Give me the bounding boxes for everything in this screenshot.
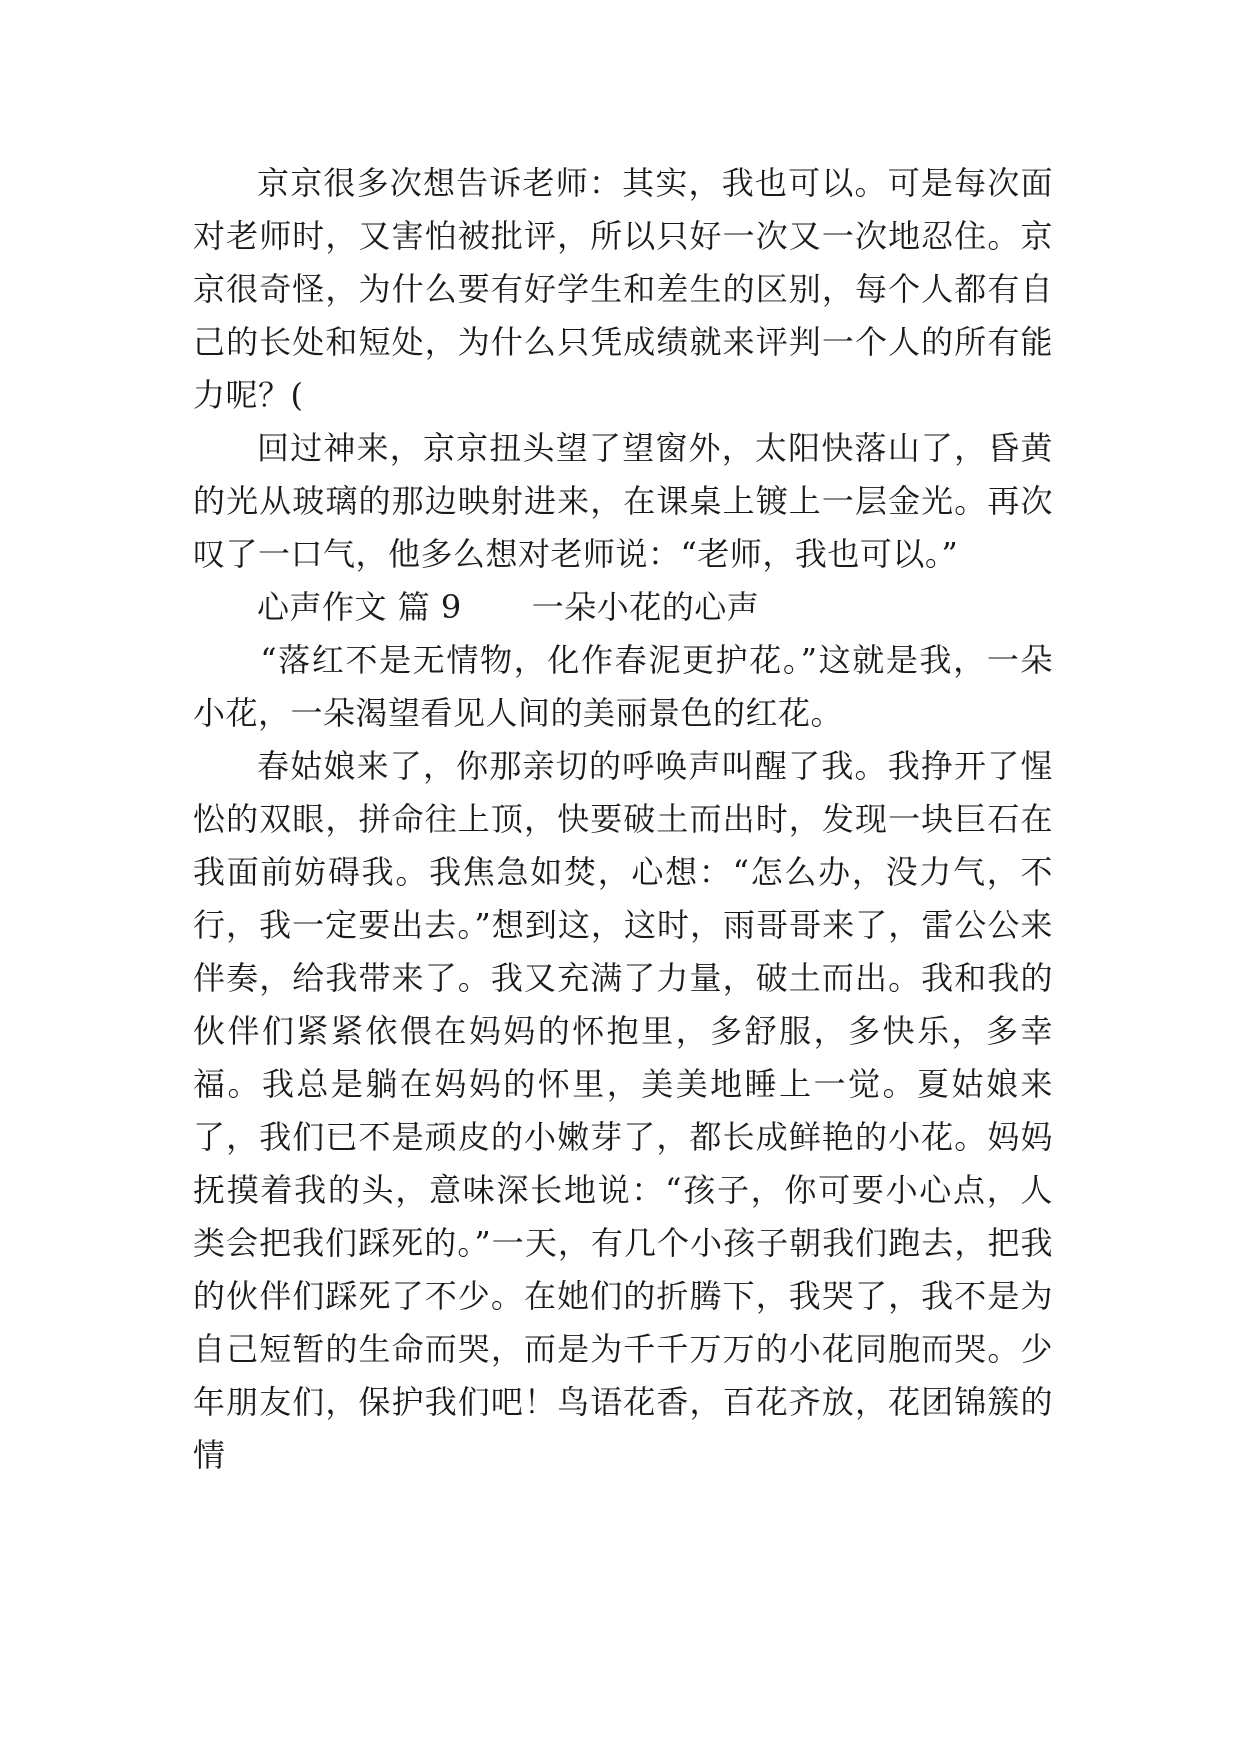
section-heading (193, 581, 1053, 634)
paragraph-3: “落红不是无情物，化作春泥更护花。”这就是我，一朵小花，一朵渴望看见人间的美丽景色的红花。 (193, 641, 1053, 732)
section-heading-number: 篇 9 (397, 588, 462, 626)
paragraph-1: 京京很多次想告诉老师：其实，我也可以。可是每次面对老师时，又害怕被批评，所以只好一次又一次地忍住。京京很奇怪，为什么要有好学生和差生的区别，每个人都有自己的长处和短处，为什么只凭成绩就来评判一个人的所有能力呢？( (193, 164, 1053, 414)
section-heading-label: 心声作文 (257, 588, 388, 626)
paragraph-4: 春姑娘来了，你那亲切的呼唤声叫醒了我。我挣开了惺忪的双眼，拼命往上顶，快要破土而出时，发现一块巨石在我面前妨碍我。我焦急如焚，心想：“怎么办，没力气，不行，我一定要出去。”想到这，这时，雨哥哥来了，雷公公来伴奏，给我带来了。我又充满了力量，破土而出。我和我的伙伴们紧紧依偎在妈妈的怀抱里，多舒服，多快乐，多幸福。我总是躺在妈妈的怀里，美美地睡上一觉。夏姑娘来了，我们已不是顽皮的小嫩芽了，都长成鲜艳的小花。妈妈抚摸着我的头，意味深长地说：“孩子，你可要小心点，人类会把我们踩死的。”一天，有几个小孩子朝我们跑去，把我的伙伴们踩死了不少。在她们的折腾下，我哭了，我不是为自己短暂的生命而哭，而是为千千万万的小花同胞而哭。少年朋友们，保护我们吧！鸟语花香，百花齐放，花团锦簇的情 (193, 747, 1053, 1474)
document-body (193, 157, 1053, 1482)
section-heading-title: 一朵小花的心声 (531, 588, 760, 626)
paragraph-2: 回过神来，京京扭头望了望窗外，太阳快落山了，昏黄的光从玻璃的那边映射进来，在课桌上镀上一层金光。再次叹了一口气，他多么想对老师说：“老师，我也可以。” (193, 429, 1053, 573)
